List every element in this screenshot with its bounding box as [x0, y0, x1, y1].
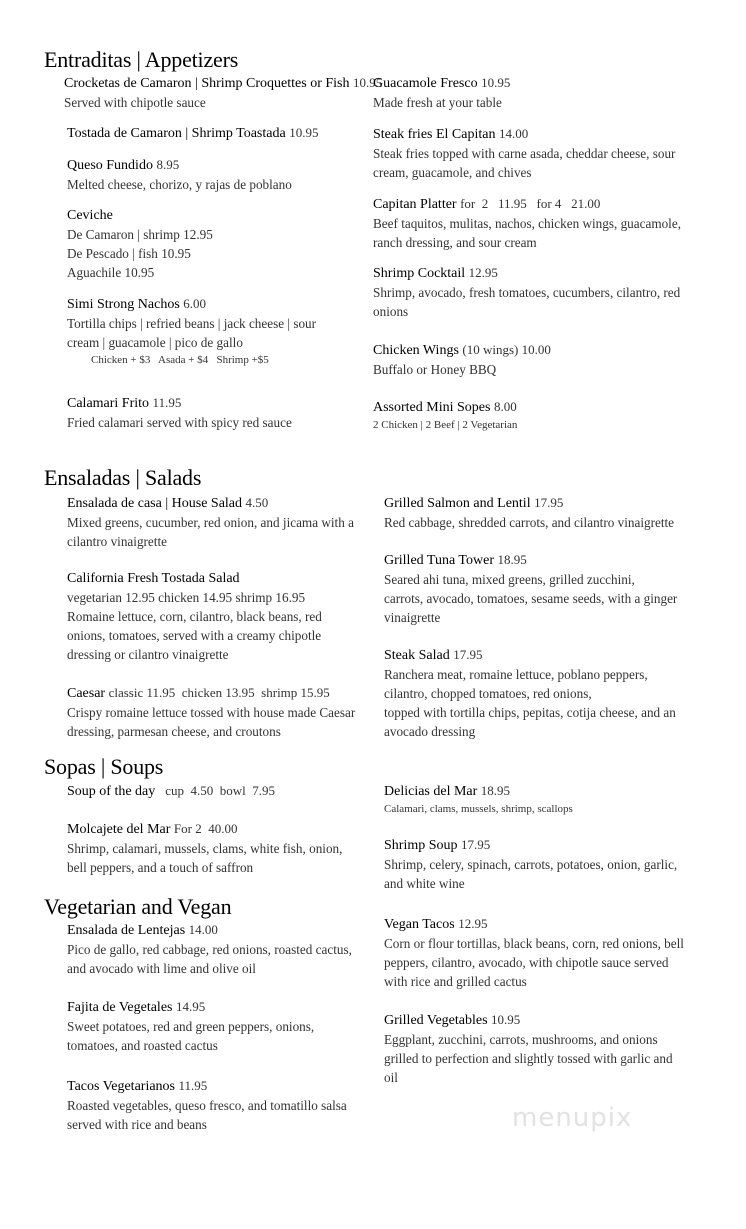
item-price: for 2 11.95 for 4 21.00 [460, 196, 601, 211]
menu-item [373, 73, 510, 112]
menu-item [384, 1010, 673, 1087]
item-name: Shrimp Cocktail [373, 266, 466, 281]
item-description: avocado dressing [384, 724, 476, 739]
item-description: dressing or cilantro vinaigrette [67, 647, 229, 662]
item-price: 10.95 [491, 1012, 521, 1027]
menu-item [67, 997, 314, 1055]
item-description: with rice and grilled cactus [384, 974, 527, 989]
item-description: vinaigrette [384, 610, 441, 625]
item-description: Mixed greens, cucumber, red onion, and jicama with a [67, 515, 354, 530]
item-name: Tostada de Camaron | Shrimp Toastada [67, 126, 286, 141]
menu-item [384, 914, 684, 991]
item-price: 11.95 [178, 1078, 208, 1093]
menu-item [384, 493, 674, 532]
menu-item [373, 124, 675, 182]
item-description: Crispy romaine lettuce tossed with house made Caesar [67, 705, 356, 720]
item-description: Ranchera meat, romaine lettuce, poblano peppers, [384, 667, 648, 682]
item-price: 8.95 [156, 157, 180, 172]
item-note: Calamari, clams, mussels, shrimp, scallops [384, 803, 573, 815]
item-description: peppers, cilantro, avocado, with chipotle sauce served [384, 955, 669, 970]
item-description: ranch dressing, and sour cream [373, 235, 537, 250]
item-description: De Pescado | fish 10.95 [67, 246, 191, 261]
menu-item [67, 920, 352, 978]
item-price: 14.95 [176, 999, 206, 1014]
item-name: Fajita de Vegetales [67, 1000, 173, 1015]
item-price: 14.00 [188, 922, 218, 937]
item-description: Fried calamari served with spicy red sauce [67, 415, 292, 430]
menu-item [67, 493, 354, 551]
menu-item [67, 206, 213, 282]
item-price: 10.95 [289, 125, 319, 140]
item-description: and white wine [384, 876, 465, 891]
item-name: Ensalada de casa | House Salad [67, 496, 243, 511]
item-description: vegetarian 12.95 chicken 14.95 shrimp 16.95 [67, 590, 306, 605]
item-description: Served with chipotle sauce [64, 95, 206, 110]
item-addon: Chicken + $3 Asada + $4 Shrimp +$5 [91, 354, 269, 366]
item-name: Molcajete del Mar [67, 822, 171, 837]
item-description: Made fresh at your table [373, 95, 502, 110]
item-description: dressing, parmesan cheese, and croutons [67, 724, 281, 739]
item-price: 18.95 [497, 552, 527, 567]
item-description: Tortilla chips | refried beans | jack cheese | sour [67, 316, 317, 331]
item-name: Chicken Wings [373, 343, 459, 358]
item-name: Grilled Tuna Tower [384, 553, 494, 568]
item-description: Buffalo or Honey BBQ [373, 362, 497, 377]
item-description: Sweet potatoes, red and green peppers, onions, [67, 1019, 315, 1034]
menu-item [384, 781, 573, 818]
item-description: Shrimp, celery, spinach, carrots, potatoes, onion, garlic, [384, 857, 678, 872]
item-price: (10 wings) 10.00 [462, 342, 551, 357]
section-heading: Ensaladas | Salads [44, 465, 202, 490]
item-name: Tacos Vegetarianos [67, 1079, 176, 1094]
menu-item [67, 1076, 347, 1134]
item-description: De Camaron | shrimp 12.95 [67, 227, 213, 242]
item-price: cup 4.50 bowl 7.95 [158, 783, 276, 798]
menu-item [67, 781, 275, 801]
item-description: Eggplant, zucchini, carrots, mushrooms, and onions [384, 1032, 658, 1047]
item-name: Guacamole Fresco [373, 76, 478, 91]
item-name: Vegan Tacos [384, 917, 455, 932]
item-price: 12.95 [458, 916, 488, 931]
item-description: grilled to perfection and slightly tossed with garlic and [384, 1051, 673, 1066]
item-description: cream | guacamole | pico de gallo [67, 335, 243, 350]
menu-item [384, 645, 676, 741]
menu-item [67, 683, 355, 741]
section-heading: Vegetarian and Vegan [44, 894, 232, 919]
item-description: carrots, avocado, tomatoes, sesame seeds, with a ginger [384, 591, 678, 606]
item-description: Shrimp, calamari, mussels, clams, white fish, onion, [67, 841, 343, 856]
item-name: Shrimp Soup [384, 838, 458, 853]
item-description: Red cabbage, shredded carrots, and cilantro vinaigrette [384, 515, 675, 530]
item-price: 10.95 [352, 75, 383, 90]
item-description: served with rice and beans [67, 1117, 207, 1132]
item-name: Calamari Frito [67, 396, 150, 411]
item-description: topped with tortilla chips, pepitas, cotija cheese, and an [384, 705, 676, 720]
item-description: cream, guacamole, and chives [373, 165, 532, 180]
item-price: classic 11.95 chicken 13.95 shrimp 15.95 [108, 685, 330, 700]
item-description: Corn or flour tortillas, black beans, corn, red onions, bell [384, 936, 684, 951]
item-description: Seared ahi tuna, mixed greens, grilled zucchini, [384, 572, 635, 587]
item-name: Delicias del Mar [384, 784, 478, 799]
menu-item [373, 340, 551, 379]
item-description: Shrimp, avocado, fresh tomatoes, cucumbers, cilantro, red [373, 285, 681, 300]
item-price: 6.00 [183, 296, 207, 311]
menu-item [67, 155, 292, 194]
item-description: Roasted vegetables, queso fresco, and tomatillo salsa [67, 1098, 347, 1113]
item-name: California Fresh Tostada Salad [67, 571, 240, 586]
item-price: For 2 40.00 [173, 821, 238, 836]
item-description: oil [384, 1070, 398, 1085]
item-price: 4.50 [245, 495, 269, 510]
item-price: 17.95 [453, 647, 483, 662]
menu-item [373, 397, 517, 434]
item-name: Queso Fundido [67, 158, 153, 173]
menu-item [67, 569, 322, 664]
item-description: Steak fries topped with carne asada, cheddar cheese, sour [373, 146, 676, 161]
menu-item [384, 835, 677, 893]
item-description: Melted cheese, chorizo, y rajas de poblano [67, 177, 292, 192]
item-description: Romaine lettuce, corn, cilantro, black beans, red [67, 609, 322, 624]
menu-item [64, 73, 382, 112]
menupix-watermark: menupix [512, 1103, 633, 1133]
item-price: 14.00 [498, 126, 529, 141]
item-name: Ceviche [67, 208, 113, 223]
item-description: tomatoes, and roasted cactus [67, 1038, 218, 1053]
item-name: Crocketas de Camaron | Shrimp Croquettes or Fish [64, 76, 350, 91]
item-note: 2 Chicken | 2 Beef | 2 Vegetarian [373, 419, 518, 431]
menu-item [373, 194, 681, 252]
menu-item [373, 263, 680, 321]
section-heading: Sopas | Soups [44, 754, 164, 779]
item-price: 12.95 [468, 265, 498, 280]
item-price: 11.95 [152, 395, 182, 410]
menu-item [384, 550, 677, 627]
item-description: cilantro, chopped tomatoes, red onions, [384, 686, 592, 701]
item-name: Steak Salad [384, 648, 450, 663]
item-description: bell peppers, and a touch of saffron [67, 860, 254, 875]
item-name: Assorted Mini Sopes [373, 400, 491, 415]
item-name: Grilled Vegetables [384, 1013, 488, 1028]
item-name: Simi Strong Nachos [67, 297, 180, 312]
item-name: Ensalada de Lentejas [67, 923, 186, 938]
item-description: onions, tomatoes, served with a creamy chipotle [67, 628, 322, 643]
item-name: Capitan Platter [373, 197, 457, 212]
item-name: Caesar [67, 686, 106, 701]
item-description: onions [373, 304, 409, 319]
item-price: 10.95 [481, 75, 511, 90]
menu-item [67, 123, 318, 143]
menu-item [67, 294, 316, 369]
item-name: Steak fries El Capitan [373, 127, 496, 142]
item-description: Beef taquitos, mulitas, nachos, chicken wings, guacamole, [373, 216, 681, 231]
item-price: 18.95 [480, 783, 511, 798]
item-name: Soup of the day [67, 784, 156, 799]
section-heading: Entraditas | Appetizers [44, 47, 239, 72]
menu-item [67, 819, 342, 877]
menu-item [67, 393, 292, 432]
item-description: Pico de gallo, red cabbage, red onions, roasted cactus, [67, 942, 352, 957]
item-name: Grilled Salmon and Lentil [384, 496, 531, 511]
item-description: and avocado with lime and olive oil [67, 961, 256, 976]
item-price: 17.95 [461, 837, 491, 852]
item-description: cilantro vinaigrette [67, 534, 167, 549]
item-price: 17.95 [534, 495, 564, 510]
item-price: 8.00 [493, 399, 517, 414]
item-description: Aguachile 10.95 [67, 265, 155, 280]
